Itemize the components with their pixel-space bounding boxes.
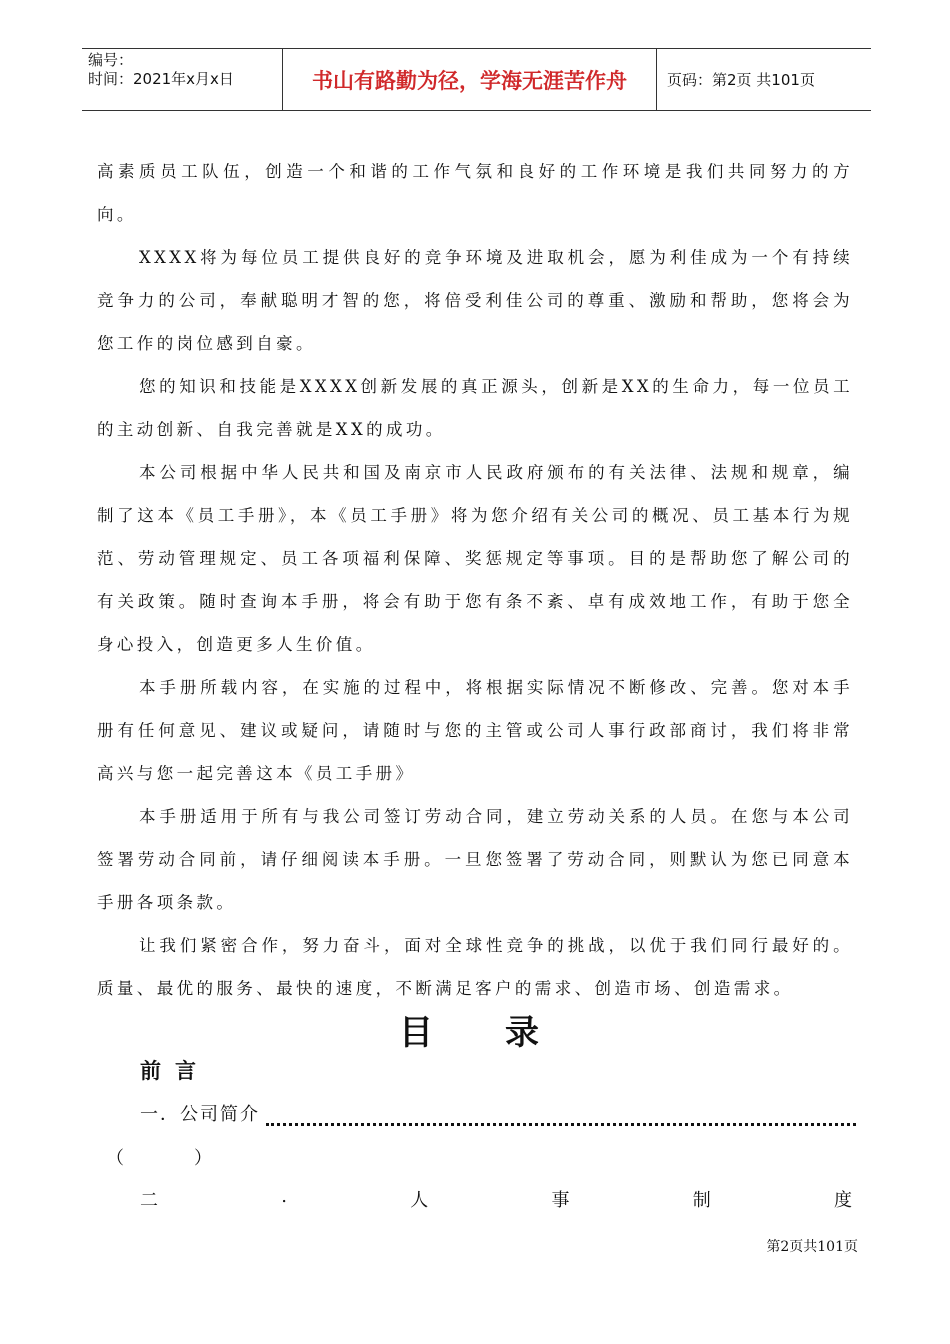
header-page-info: 页码：第2页 共101页 — [667, 71, 815, 89]
toc-entry-part: 人 — [410, 1190, 429, 1211]
toc-entry-hr-system[interactable] — [140, 1186, 852, 1212]
toc-title: 目录 — [399, 1013, 611, 1053]
paragraph: 高素质员工队伍，创造一个和谐的工作气氛和良好的工作环境是我们共同努力的方向。 — [97, 162, 853, 224]
page-footer: 第2页共101页 — [766, 1239, 858, 1255]
toc-entry-part: 制 — [692, 1190, 711, 1211]
document-date-label: 时间：2021年x月x日 — [88, 70, 234, 88]
toc-entry-company-profile[interactable] — [140, 1100, 856, 1126]
page-header — [82, 48, 871, 111]
document-number-label: 编号： — [88, 51, 134, 69]
paragraph: 本公司根据中华人民共和国及南京市人民政府颁布的有关法律、法规和规章，编制了这本《员工手册》，本《员工手册》将为您介绍有关公司的概况、员工基本行为规范、劳动管理规定、员工各项福利保障、奖惩规定等事项。目的是帮助您了解公司的有关政策。随时查询本手册，将会有助于您有条不紊、卓有成效地工作，有助于您全身心投入，创造更多人生价值。 — [97, 463, 853, 654]
paragraph: 让我们紧密合作，努力奋斗，面对全球性竞争的挑战，以优于我们同行最好的。质量、最优的服务、最快的速度，不断满足客户的需求、创造市场、创造需求。 — [97, 936, 853, 998]
toc-entry-part: 事 — [551, 1190, 570, 1211]
toc-dot-leader — [266, 1107, 856, 1126]
paragraph: XXXX将为每位员工提供良好的竞争环境及进取机会，愿为利佳成为一个有持续竞争力的公司，奉献聪明才智的您，将倍受利佳公司的尊重、激励和帮助，您将会为您工作的岗位感到自豪。 — [97, 248, 853, 353]
body-text — [97, 150, 853, 1010]
toc-preface[interactable]: 前言 — [140, 1059, 210, 1083]
toc-entry-part: 度 — [833, 1190, 852, 1211]
paragraph: 本手册适用于所有与我公司签订劳动合同，建立劳动关系的人员。在您与本公司签署劳动合同前，请仔细阅读本手册。一旦您签署了劳动合同，则默认为您已同意本手册各项条款。 — [97, 807, 853, 912]
toc-entry-page-ref — [106, 1144, 212, 1170]
toc-paren-open: （ — [106, 1148, 124, 1169]
paragraph: 本手册所载内容，在实施的过程中，将根据实际情况不断修改、完善。您对本手册有任何意见、建议或疑问，请随时与您的主管或公司人事行政部商讨，我们将非常高兴与您一起完善这本《员工手册》 — [97, 678, 853, 783]
toc-entry-part: 二 — [140, 1190, 158, 1211]
toc-entry-part: . — [281, 1186, 287, 1207]
toc-entry-label: 一．公司简介 — [140, 1104, 260, 1125]
header-motto: 书山有路勤为径，学海无涯苦作舟 — [282, 49, 657, 110]
paragraph: 您的知识和技能是XXXX创新发展的真正源头，创新是XX的生命力，每一位员工的主动创新、自我完善就是XX的成功。 — [97, 377, 853, 439]
toc-paren-close: ） — [194, 1148, 212, 1169]
header-meta — [82, 49, 282, 110]
